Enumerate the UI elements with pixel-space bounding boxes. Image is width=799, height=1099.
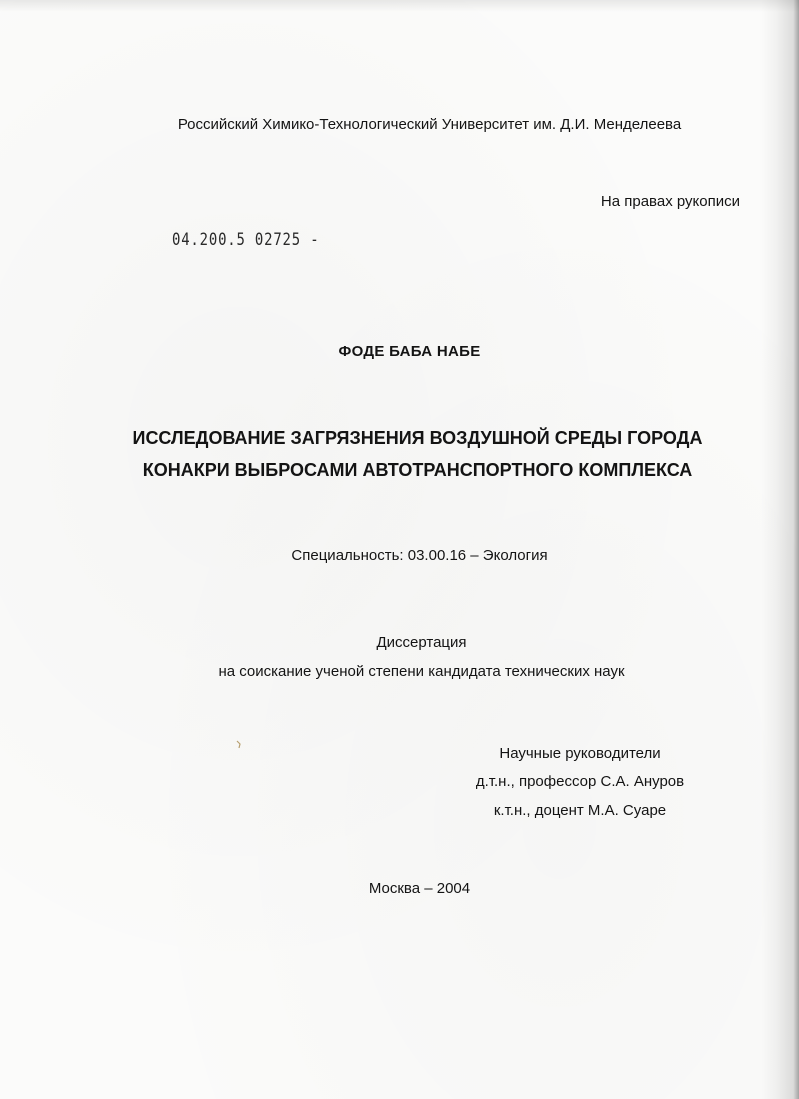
scan-top-shadow	[0, 0, 799, 12]
university-name: Российский Химико-Технологический Университет им. Д.И. Менделеева	[177, 116, 682, 133]
supervisor-1: д.т.н., профессор С.А. Ануров	[475, 773, 685, 790]
thesis-title-line-2: КОНАКРИ ВЫБРОСАМИ АВТОТРАНСПОРТНОГО КОМПЛЕКСА	[142, 460, 693, 480]
place-year: Москва – 2004	[368, 880, 471, 897]
manuscript-note: На правах рукописи	[600, 193, 740, 210]
dissertation-label: Диссертация	[376, 634, 467, 651]
registry-stamp: 04.200.5 02725 -	[172, 230, 320, 250]
supervisors-title: Научные руководители	[499, 745, 661, 762]
author-name: ФОДЕ БАБА НАБЕ	[338, 343, 481, 360]
specialty: Специальность: 03.00.16 – Экология	[291, 547, 548, 564]
degree-line: на соискание ученой степени кандидата технических наук	[218, 663, 625, 680]
supervisor-2: к.т.н., доцент М.А. Суаре	[493, 802, 667, 819]
scan-speck	[236, 740, 242, 750]
thesis-title-line-1: ИССЛЕДОВАНИЕ ЗАГРЯЗНЕНИЯ ВОЗДУШНОЙ СРЕДЫ ГОРОДА	[132, 428, 703, 448]
